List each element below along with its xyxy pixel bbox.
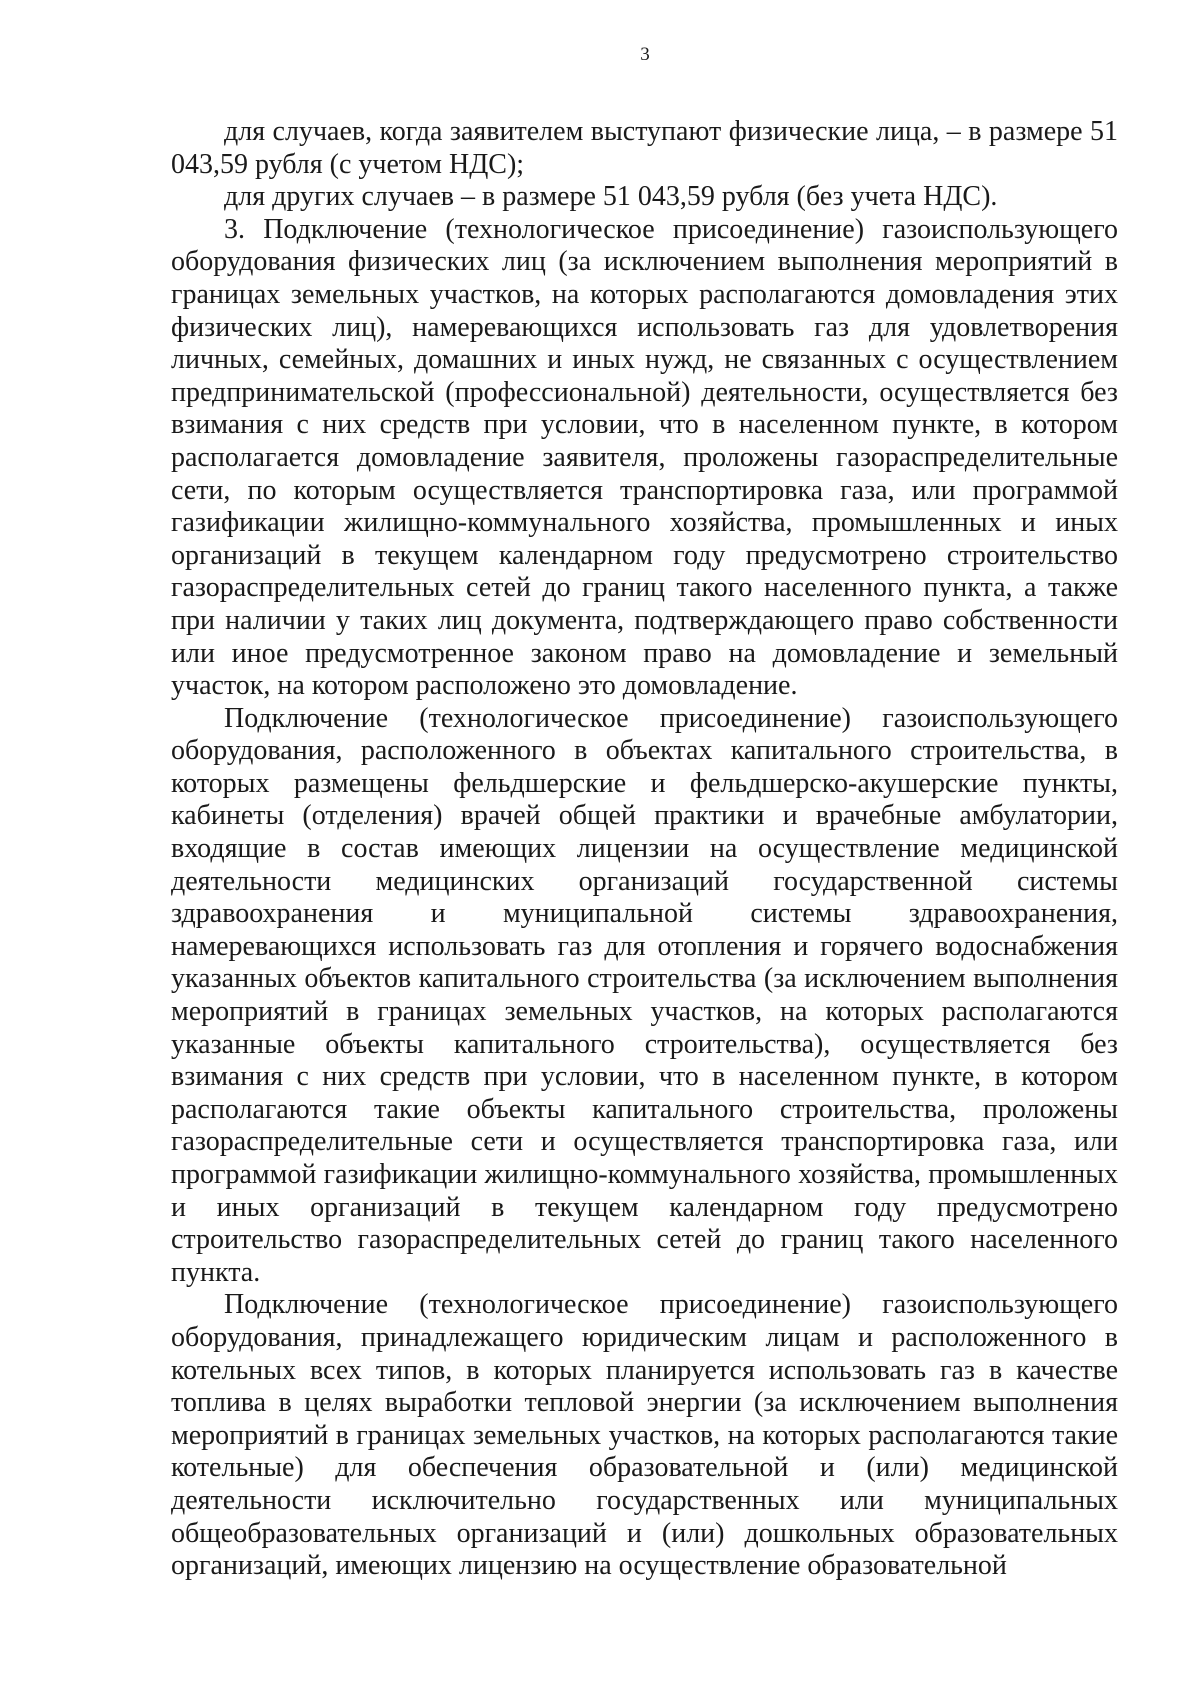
page-number: 3 (640, 44, 650, 65)
paragraph-medical-facilities: Подключение (технологическое присоединение) газоиспользующего оборудования, расположенного в объектах капитального строительства, в которых размещены фельдшерские и фельдшерско-акушерские пункты, кабинеты (отделения) врачей общей практики и врачебные амбулатории, входящие в состав имеющих лицензии на осуществление медицинской деятельности медицинских организаций государственной системы здравоохранения и муниципальной системы здравоохранения, намеревающихся использовать газ для отопления и горячего водоснабжения указанных объектов капитального строительства (за исключением выполнения мероприятий в границах земельных участков, на которых располагаются указанные объекты капитального строительства), осуществляется без взимания с них средств при условии, что в населенном пункте, в котором располагаются такие объекты капитального строительства, проложены газораспределительные сети и осуществляется транспортировка газа, или программой газификации жилищно-коммунального хозяйства, промышленных и иных организаций в текущем календарном году предусмотрено строительство газораспределительных сетей до границ такого населенного пункта. (171, 702, 1118, 1288)
paragraph-individuals-fee: для случаев, когда заявителем выступают физические лица, – в размере 51 043,59 рубля (с учетом НДС); (171, 116, 1118, 180)
paragraph-section-3: 3. Подключение (технологическое присоединение) газоиспользующего оборудования физических лиц (за исключением выполнения мероприятий в границах земельных участков, на которых располагаются домовладения этих физических лиц), намеревающихся использовать газ для удовлетворения личных, семейных, домашних и иных нужд, не связанных с осуществлением предпринимательской (профессиональной) деятельности, осуществляется без взимания с них средств при условии, что в населенном пункте, в котором располагается домовладение заявителя, проложены газораспределительные сети, по которым осуществляется транспортировка газа, или программой газификации жилищно-коммунального хозяйства, промышленных и иных организаций в текущем календарном году предусмотрено строительство газораспределительных сетей до границ такого населенного пункта, а также при наличии у таких лиц документа, подтверждающего право собственности или иное предусмотренное законом право на домовладение и земельный участок, на котором расположено это домовладение. (171, 213, 1118, 702)
paragraph-boiler-houses: Подключение (технологическое присоединение) газоиспользующего оборудования, принадлежащего юридическим лицам и расположенного в котельных всех типов, в которых планируется использовать газ в качестве топлива в целях выработки тепловой энергии (за исключением выполнения мероприятий в границах земельных участков, на которых располагаются такие котельные) для обеспечения образовательной и (или) медицинской деятельности исключительно государственных или муниципальных общеобразовательных организаций и (или) дошкольных образовательных организаций, имеющих лицензию на осуществление образовательной (171, 1289, 1118, 1582)
document-body (171, 116, 1118, 1583)
paragraph-other-cases-fee: для других случаев – в размере 51 043,59 рубля (без учета НДС). (224, 181, 998, 213)
